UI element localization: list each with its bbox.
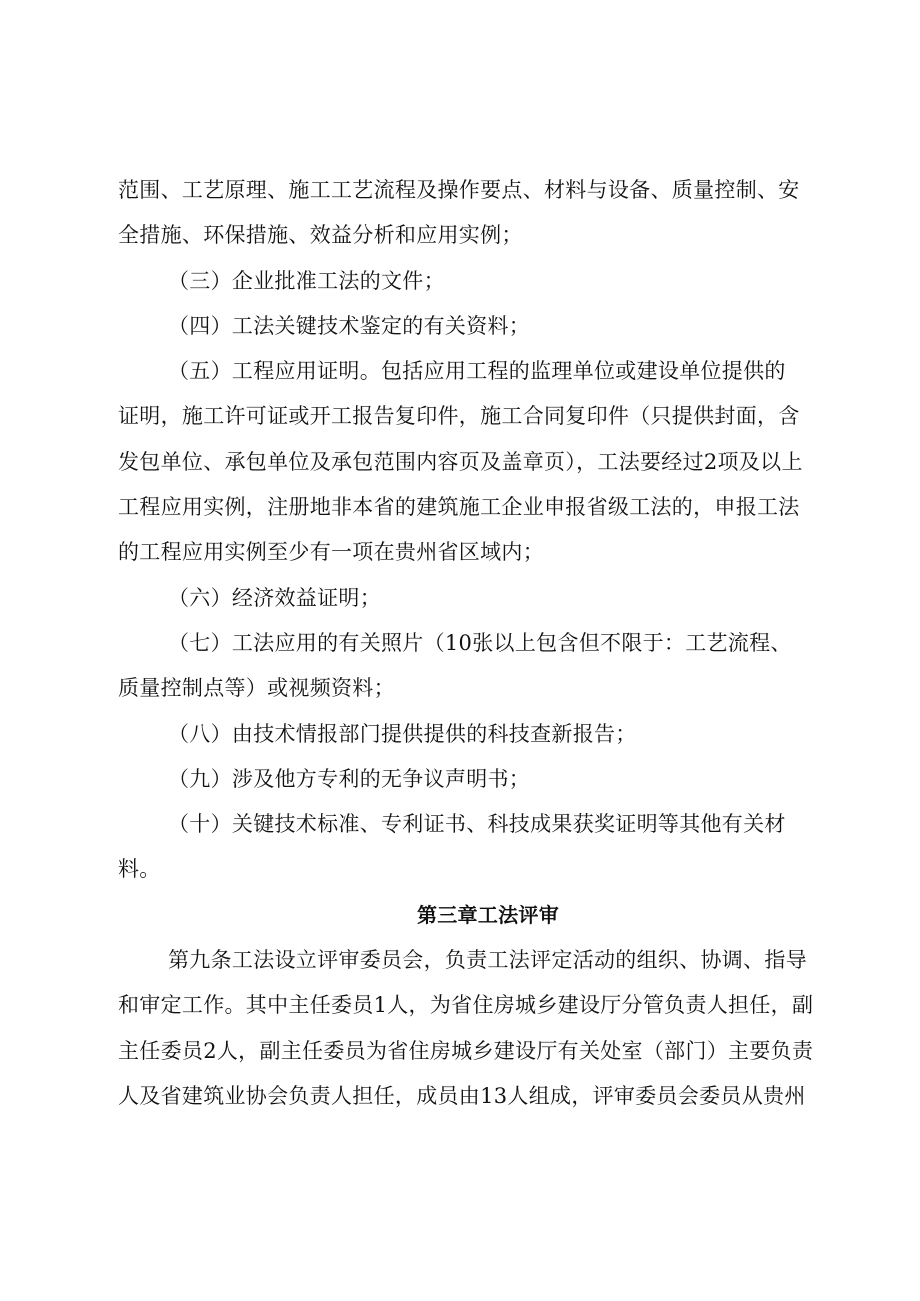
list-item-5: （五）工程应用证明。包括应用工程的监理单位或建设单位提供的 <box>168 359 786 384</box>
article-9-paragraph: 第九条工法设立评审委员会，负责工法评定活动的组织、协调、指导 <box>168 948 807 973</box>
body-text-line: 和审定工作。其中主任委员1人，为省住房城乡建设厅分管负责人担任，副 <box>118 993 814 1018</box>
body-text-line: 全措施、环保措施、效益分析和应用实例； <box>118 223 523 248</box>
body-text-line: 范围、工艺原理、施工工艺流程及操作要点、材料与设备、质量控制、安 <box>118 178 800 202</box>
body-text-line: 工程应用实例，注册地非本省的建筑施工企业申报省级工法的，申报工法 <box>118 495 800 520</box>
body-text-line: 质量控制点等）或视频资料； <box>118 676 395 701</box>
chapter-title: 第三章工法评审 <box>416 902 560 927</box>
body-text-line: 证明，施工许可证或开工报告复印件，施工合同复印件（只提供封面，含 <box>118 404 800 429</box>
list-item-9: （九）涉及他方专利的无争议声明书； <box>168 766 531 791</box>
body-text-line: 发包单位、承包单位及承包范围内容页及盖章页），工法要经过2项及以上 <box>118 449 803 474</box>
body-text-line: 的工程应用实例至少有一项在贵州省区域内； <box>118 540 544 565</box>
list-item-6: （六）经济效益证明； <box>168 585 381 610</box>
list-item-3: （三）企业批准工法的文件； <box>168 268 445 293</box>
body-text-line: 料。 <box>118 857 161 882</box>
body-text-line: 人及省建筑业协会负责人担任，成员由13人组成，评审委员会委员从贵州 <box>118 1083 806 1108</box>
list-item-10: （十）关键技术标准、专利证书、科技成果获奖证明等其他有关材 <box>168 812 786 837</box>
list-item-8: （八）由技术情报部门提供提供的科技查新报告； <box>168 721 637 746</box>
list-item-4: （四）工法关键技术鉴定的有关资料； <box>168 313 531 338</box>
body-text-line: 主任委员2人，副主任委员为省住房城乡建设厅有关处室（部门）主要负责 <box>118 1038 814 1063</box>
list-item-7: （七）工法应用的有关照片（10张以上包含但不限于：工艺流程、 <box>168 630 792 655</box>
document-body <box>118 168 818 1119</box>
